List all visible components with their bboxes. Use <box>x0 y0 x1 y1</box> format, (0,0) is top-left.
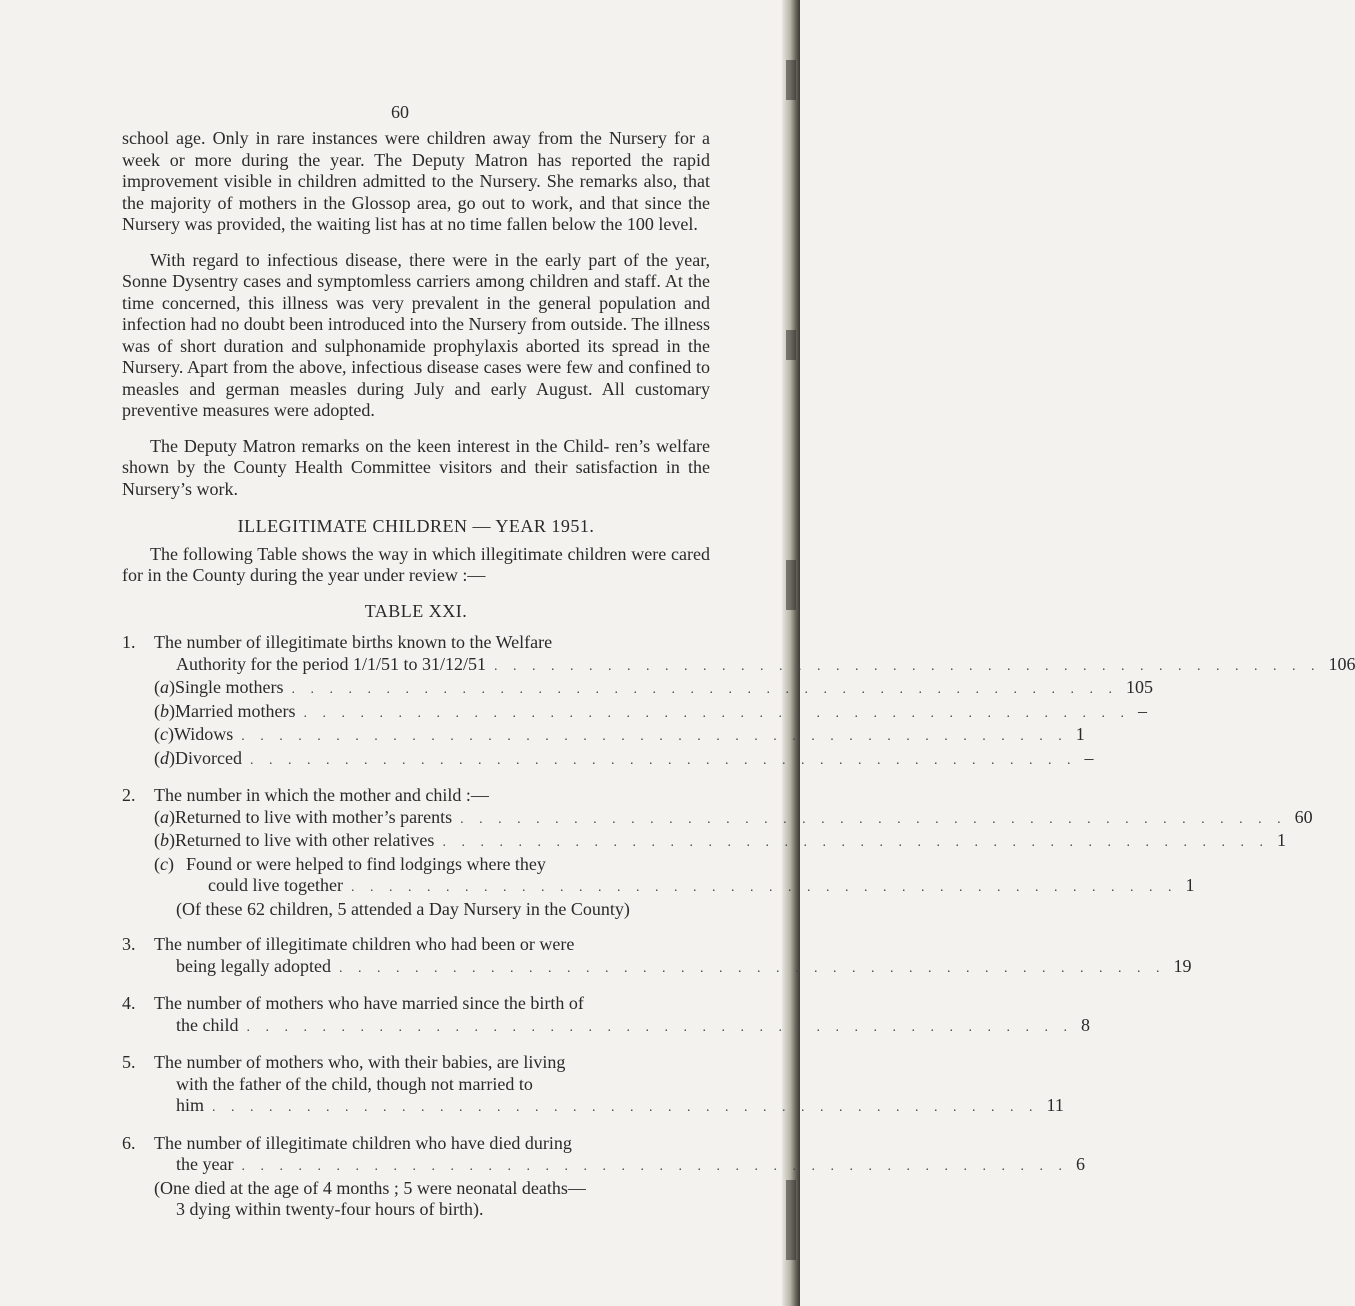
item-text: The number of mothers who have married since the birth of <box>154 993 584 1013</box>
sub-item <box>154 806 1313 831</box>
item-text: The number in which the mother and child :— <box>154 785 489 805</box>
item-line <box>154 653 1355 678</box>
item-text: The number of illegitimate births known to the Welfare <box>154 632 553 652</box>
sub-label: Widows <box>174 724 234 744</box>
item-value: 19 <box>1173 955 1192 976</box>
paragraph-1: school age. Only in rare instances were children away from the Nursery for a week or more during the year. The Deputy Matron has reported the rapid improvement visible in children admitted to the Nursery. She remarks also, that the majority of mothers in the Glossop area, go out to work, and that since the Nursery was provided, the waiting list has at no time fallen below the 100 level. <box>122 128 710 234</box>
edge-mark <box>786 60 796 100</box>
leader-dots: . . . . . . . . . . . . . . . . . . . . . . . . . . . . . . . . . . . . . . . . . . . . <box>212 1100 1039 1115</box>
sub-value: 105 <box>1126 677 1153 697</box>
leader-dots: . . . . . . . . . . . . . . . . . . . . . . . . . . . . . . . . . . . . . . . . . . . . <box>442 835 1269 850</box>
table-item-1 <box>122 632 1355 771</box>
leader-dots: . . . . . . . . . . . . . . . . . . . . . . . . . . . . . . . . . . . . . . . . . . . . <box>291 682 1118 697</box>
sub-label: Married mothers <box>175 700 296 721</box>
edge-mark <box>786 330 796 360</box>
sub-label: Found or were helped to find lodgings where they <box>186 853 546 874</box>
leader-dots: . . . . . . . . . . . . . . . . . . . . . . . . . . . . . . . . . . . . . . . . . . . . <box>241 729 1068 744</box>
leader-dots: . . . . . . . . . . . . . . . . . . . . . . . . . . . . . . . . . . . . . . . . . . . . <box>249 752 1077 768</box>
sub-value: 1 <box>1276 830 1286 850</box>
sub-item <box>154 724 1085 748</box>
item-text: Authority for the period 1/1/51 to 31/12/51 <box>176 653 486 674</box>
leader-dots: . . . . . . . . . . . . . . . . . . . . . . . . . . . . . . . . . . . . . . . . . . . . <box>246 1019 1073 1035</box>
leader-dots: . . . . . . . . . . . . . . . . . . . . . . . . . . . . . . . . . . . . . . . . . . . . <box>303 705 1130 721</box>
item-value: 6 <box>1075 1154 1085 1174</box>
item-text: The number of mothers who, with their babies, are living <box>154 1052 566 1072</box>
sub-letter: (b) <box>154 700 175 721</box>
item-number: 6. <box>122 1132 136 1153</box>
item-text: the child <box>176 1014 239 1035</box>
sub-letter: (b) <box>154 830 175 850</box>
sub-letter: (c) <box>154 724 174 744</box>
item-value: 11 <box>1046 1095 1064 1115</box>
item-number: 2. <box>122 785 136 805</box>
edge-mark <box>786 1180 796 1260</box>
paragraph-2: With regard to infectious disease, there were in the early part of the year, Sonne Dysentry cases and symptomless carriers among children and staff. At the time concerned, this illness was very prevalent in the general population and infection had no doubt been introduced into the Nursery from outside. The illness was of short duration and sulphonamide prophylaxis aborted its spread in the Nursery. Apart from the above, infectious disease cases were few and confined to measles and german measles during July and early August. All customary preventive measures were adopted. <box>122 249 710 420</box>
sub-label: Returned to live with other relatives <box>175 830 435 850</box>
item-line <box>154 1095 1064 1119</box>
item-text: The number of illegitimate children who have died during <box>154 1132 572 1153</box>
sub-value: – <box>1084 747 1094 768</box>
item-text: with the father of the child, though not married to <box>176 1073 533 1094</box>
table-item-6 <box>122 1132 1085 1221</box>
leader-dots: . . . . . . . . . . . . . . . . . . . . . . . . . . . . . . . . . . . . . . . . . . . . <box>493 658 1321 674</box>
sub-value: 1 <box>1075 724 1085 744</box>
table-title: TABLE XXI. <box>364 600 468 621</box>
page-content <box>122 128 1355 1235</box>
page-number: 60 <box>391 102 409 122</box>
item-value: 106 <box>1328 653 1355 674</box>
item-text: The number of illegitimate children who had been or were <box>154 934 575 954</box>
sub-value: – <box>1137 700 1147 721</box>
sub-letter: (d) <box>154 747 175 768</box>
sub-letter: (a) <box>154 806 175 827</box>
leader-dots: . . . . . . . . . . . . . . . . . . . . . . . . . . . . . . . . . . . . . . . . . . . . <box>350 880 1178 895</box>
item-note: (Of these 62 children, 5 attended a Day Nursery in the County) <box>176 898 630 919</box>
leader-dots: . . . . . . . . . . . . . . . . . . . . . . . . . . . . . . . . . . . . . . . . . . . . <box>460 811 1287 827</box>
item-note: 3 dying within twenty-four hours of birth). <box>176 1199 484 1219</box>
leader-dots: . . . . . . . . . . . . . . . . . . . . . . . . . . . . . . . . . . . . . . . . . . . . <box>338 960 1166 976</box>
item-text: him <box>176 1095 205 1115</box>
item-note: (One died at the age of 4 months ; 5 were neonatal deaths— <box>154 1177 586 1198</box>
edge-mark <box>786 560 796 610</box>
sub-item <box>154 677 1153 701</box>
table-item-4 <box>122 993 1090 1038</box>
sub-letter: (a) <box>154 677 175 697</box>
sub-label: Divorced <box>175 747 242 768</box>
paragraph-3: The Deputy Matron remarks on the keen interest in the Child- ren’s welfare shown by the County Health Committee visitors and their satisfaction in the Nursery’s work. <box>122 435 710 499</box>
sub-letter: (c) <box>154 853 174 874</box>
sub-item <box>154 700 1147 725</box>
sub-label: Returned to live with mother’s parents <box>175 806 453 827</box>
sub-item <box>154 747 1094 772</box>
sub-value: 60 <box>1294 806 1313 827</box>
sub-value: 1 <box>1185 875 1195 895</box>
sub-item <box>154 830 1286 854</box>
table-item-5 <box>122 1052 1064 1119</box>
table-item-3 <box>122 934 1192 979</box>
table-intro: The following Table shows the way in which illegitimate children were cared for in the County during the year under review :— <box>122 543 710 585</box>
item-text: being legally adopted <box>176 955 331 976</box>
item-number: 5. <box>122 1052 136 1072</box>
sub-label: could live together <box>208 875 343 895</box>
item-text: the year <box>176 1154 234 1174</box>
sub-item-continued <box>154 875 1195 899</box>
sub-label: Single mothers <box>175 677 284 697</box>
item-line <box>154 955 1192 980</box>
item-line <box>154 1014 1090 1039</box>
table-item-2 <box>122 785 1313 920</box>
section-heading: ILLEGITIMATE CHILDREN — YEAR 1951. <box>237 516 595 536</box>
item-line <box>154 1154 1085 1178</box>
item-number: 1. <box>122 632 136 652</box>
item-number: 3. <box>122 934 136 954</box>
sub-item <box>154 854 710 876</box>
leader-dots: . . . . . . . . . . . . . . . . . . . . . . . . . . . . . . . . . . . . . . . . . . . . <box>241 1159 1068 1174</box>
item-number: 4. <box>122 993 136 1013</box>
item-value: 8 <box>1080 1014 1090 1035</box>
